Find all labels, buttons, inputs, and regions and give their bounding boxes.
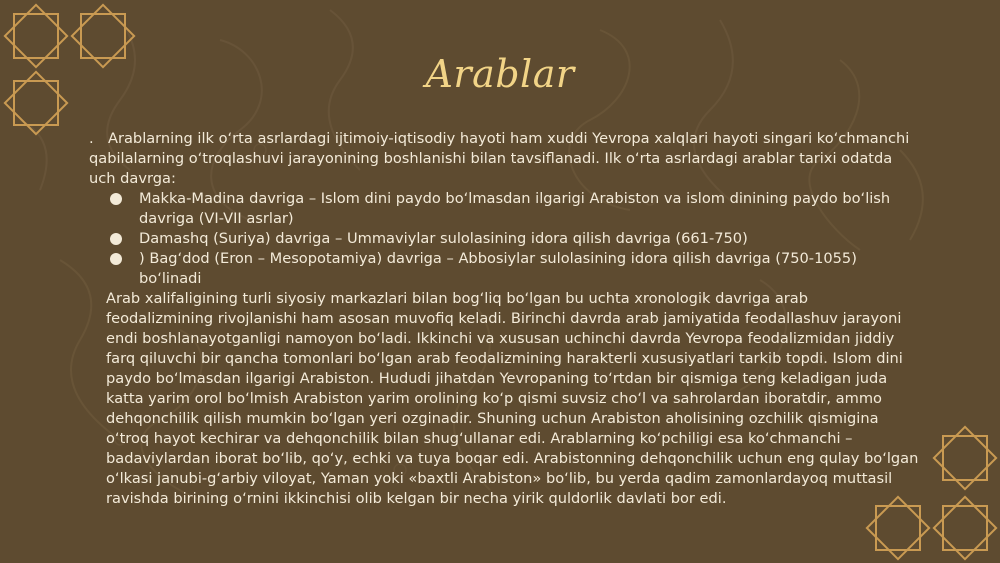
body-paragraph: Arab xalifaligining turli siyosiy markazlari bilan bog‘liq bo‘lgan bu uchta xronologik davriga arab feodalizmining rivojlanishi ham asosan muvofiq keladi. Birinchi davrda arab jamiyatida feodallashuv jarayoni endi boshlanayotganligi namoyon bo‘ladi. Ikkinchi va xususan uchinchi davrda Yevropa feodalizmidan jiddiy farq qiluvchi bir qancha tomonlari bo‘lgan arab feodalizmining harakterli xususiyatlari tarkib topdi. Islom dini paydo bo‘lmasdan ilgarigi Arabiston. Hududi jihatdan Yevropaning to‘rtdan bir qismiga teng keladigan juda katta yarim orol bo‘lmish Arabiston yarim orolining ko‘p qismi suvsiz cho‘l va sahrolardan iboratdir, ammo dehqonchilik qilish mumkin bo‘lgan yeri ozginadir. Shuning uchun Arabiston aholisining ozchilik qismigina o‘troq hayot kechirar va dehqonchilik bilan shug‘ullanar edi. Arablarning ko‘pchiligi esa ko‘chmanchi – badaviylardan iborat bo‘lib, qo‘y, echki va tuya boqar edi. Arabistonning dehqonchilik uchun eng qulay bo‘lgan o‘lkasi janubi-g‘arbiy viloyat, Yaman yoki «baxtli Arabiston» bo‘lib, bu yerda qadim zamonlardayoq muttasil ravishda birining o‘rnini ikkinchisi olib kelgan bir necha yirik quldorlik davlati bor edi. xyxy=(106,290,919,507)
intro-text: Arablarning ilk o‘rta asrlardagi ijtimoiy-iqtisodiy hayoti ham xuddi Yevropa xalqlari hayoti singari ko‘chmanchi qabilalarning o‘troqlashuvi jarayonining boshlanishi bilan tavsiflanadi. Ilk o‘rta asrlardagi arablar tarixi odatda uch davrga: xyxy=(89,130,910,187)
period-list xyxy=(89,189,919,289)
period-item: Damashq (Suriya) davriga – Ummaviylar sulolasining idora qilish davriga (661-750) xyxy=(119,229,919,249)
period-item: Makka-Madina davriga – Islom dini paydo bo‘lmasdan ilgarigi Arabiston va islom dinining paydo bo‘lish davriga (VI-VII asrlar) xyxy=(119,189,919,229)
intro-paragraph xyxy=(89,129,919,189)
slide-content xyxy=(89,129,919,509)
intro-marker: . xyxy=(89,130,94,147)
eight-point-star-icon xyxy=(934,427,996,489)
slide-title: Arablar xyxy=(425,52,575,96)
period-item: ) Bag‘dod (Eron – Mesopotamiya) davriga – Abbosiylar sulolasining idora qilish davriga (750-1055) bo‘linadi xyxy=(119,249,919,289)
eight-point-star-icon xyxy=(934,497,996,559)
